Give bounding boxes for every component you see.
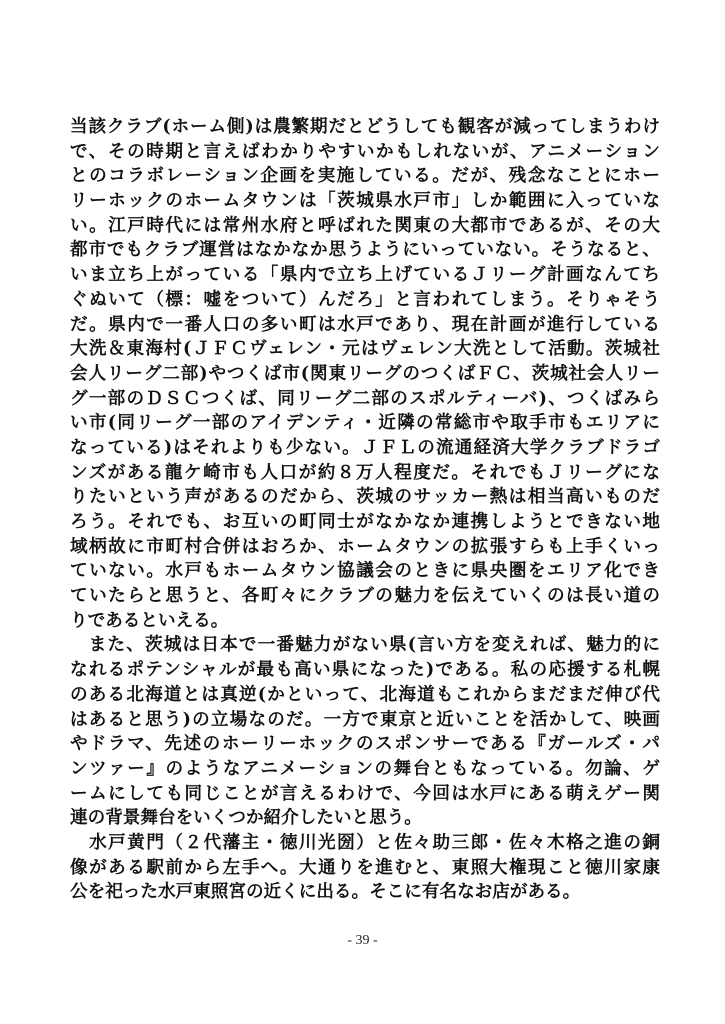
text-line: い。江戸時代には常州水府と呼ばれた関東の大都市であるが、その大 (70, 214, 660, 236)
text-line: りたいという声があるのだから、茨城のサッカー熱は相当高いものだ (70, 486, 660, 508)
text-line: ンズがある龍ケ崎市も人口が約８万人程度だ。それでもＪリーグにな (70, 461, 660, 483)
body-text (70, 115, 660, 905)
text-line: いま立ち上がっている「県内で立ち上げているＪリーグ計画なんてち (70, 264, 660, 286)
text-line: 大洗＆東海村(ＪＦＣヴェレン・元はヴェレン大洗として活動。茨城社 (70, 338, 660, 360)
text-line: 都市でもクラブ運営はなかなか思うようにいっていない。そうなると、 (70, 239, 660, 261)
text-line: 像がある駅前から左手へ。大通りを進むと、東照大権現こと徳川家康 (70, 856, 660, 878)
text-line: ンツァー』のようなアニメーションの舞台ともなっている。勿論、ゲ (70, 757, 660, 779)
paragraph (70, 633, 660, 831)
text-line: やドラマ、先述のホーリーホックのスポンサーである『ガールズ・パ (70, 733, 660, 755)
text-line: リーホックのホームタウンは「茨城県水戸市」しか範囲に入っていな (70, 190, 660, 212)
text-line: なれるポテンシャルが最も高い県になった)である。私の応援する札幌 (70, 659, 660, 681)
paragraph (70, 831, 660, 905)
text-line: 当該クラブ(ホーム側)は農繁期だとどうしても観客が減ってしまうわけ (70, 116, 660, 137)
text-line: また、茨城は日本で一番魅力がない県(言い方を変えれば、魅力的に (70, 634, 660, 656)
text-line: りであるといえる。 (70, 609, 229, 631)
text-line: 会人リーグ二部)やつくば市(関東リーグのつくばＦＣ、茨城社会人リー (70, 362, 660, 384)
text-line: ていたらと思うと、各町々にクラブの魅力を伝えていくのは長い道の (70, 585, 660, 607)
text-line: 域柄故に市町村合併はおろか、ホームタウンの拡張すらも上手くいっ (70, 535, 660, 557)
paragraph (70, 115, 660, 633)
text-line: ていない。水戸もホームタウン協議会のときに県央圏をエリア化でき (70, 560, 660, 582)
text-line: 公を祀った水戸東照宮の近くに出る。そこに有名なお店がある。 (70, 881, 581, 903)
page-number: - 39 - (347, 933, 378, 948)
text-line: で、その時期と言えばわかりやすいかもしれないが、アニメーション (70, 140, 660, 162)
text-line: のある北海道とは真逆(かといって、北海道もこれからまだまだ伸び代 (70, 683, 660, 705)
text-line: だ。県内で一番人口の多い町は水戸であり、現在計画が進行している (70, 313, 660, 335)
text-line: い市(同リーグ一部のアイデンティ・近隣の常総市や取手市もエリアに (70, 412, 660, 434)
text-line: とのコラボレーション企画を実施している。だが、残念なことにホー (70, 165, 660, 187)
text-line: 連の背景舞台をいくつか紹介したいと思う。 (70, 807, 422, 829)
text-line: なっている)はそれよりも少ない。ＪＦＬの流通経済大学クラブドラゴ (70, 436, 660, 458)
text-line: グ一部のＤＳＣつくば、同リーグ二部のスポルティーバ)、つくばみら (70, 387, 660, 409)
text-line: はあると思う)の立場なのだ。一方で東京と近いことを活かして、映画 (70, 708, 660, 730)
text-line: 水戸黄門（２代藩主・徳川光圀）と佐々助三郎・佐々木格之進の銅 (70, 831, 660, 853)
text-line: ームにしても同じことが言えるわけで、今回は水戸にある萌えゲー関 (70, 782, 660, 804)
text-line: ぐぬいて（標：嘘をついて）んだろ」と言われてしまう。そりゃそう (70, 288, 660, 310)
text-line: ろう。それでも、お互いの町同士がなかなか連携しようとできない地 (70, 511, 660, 532)
